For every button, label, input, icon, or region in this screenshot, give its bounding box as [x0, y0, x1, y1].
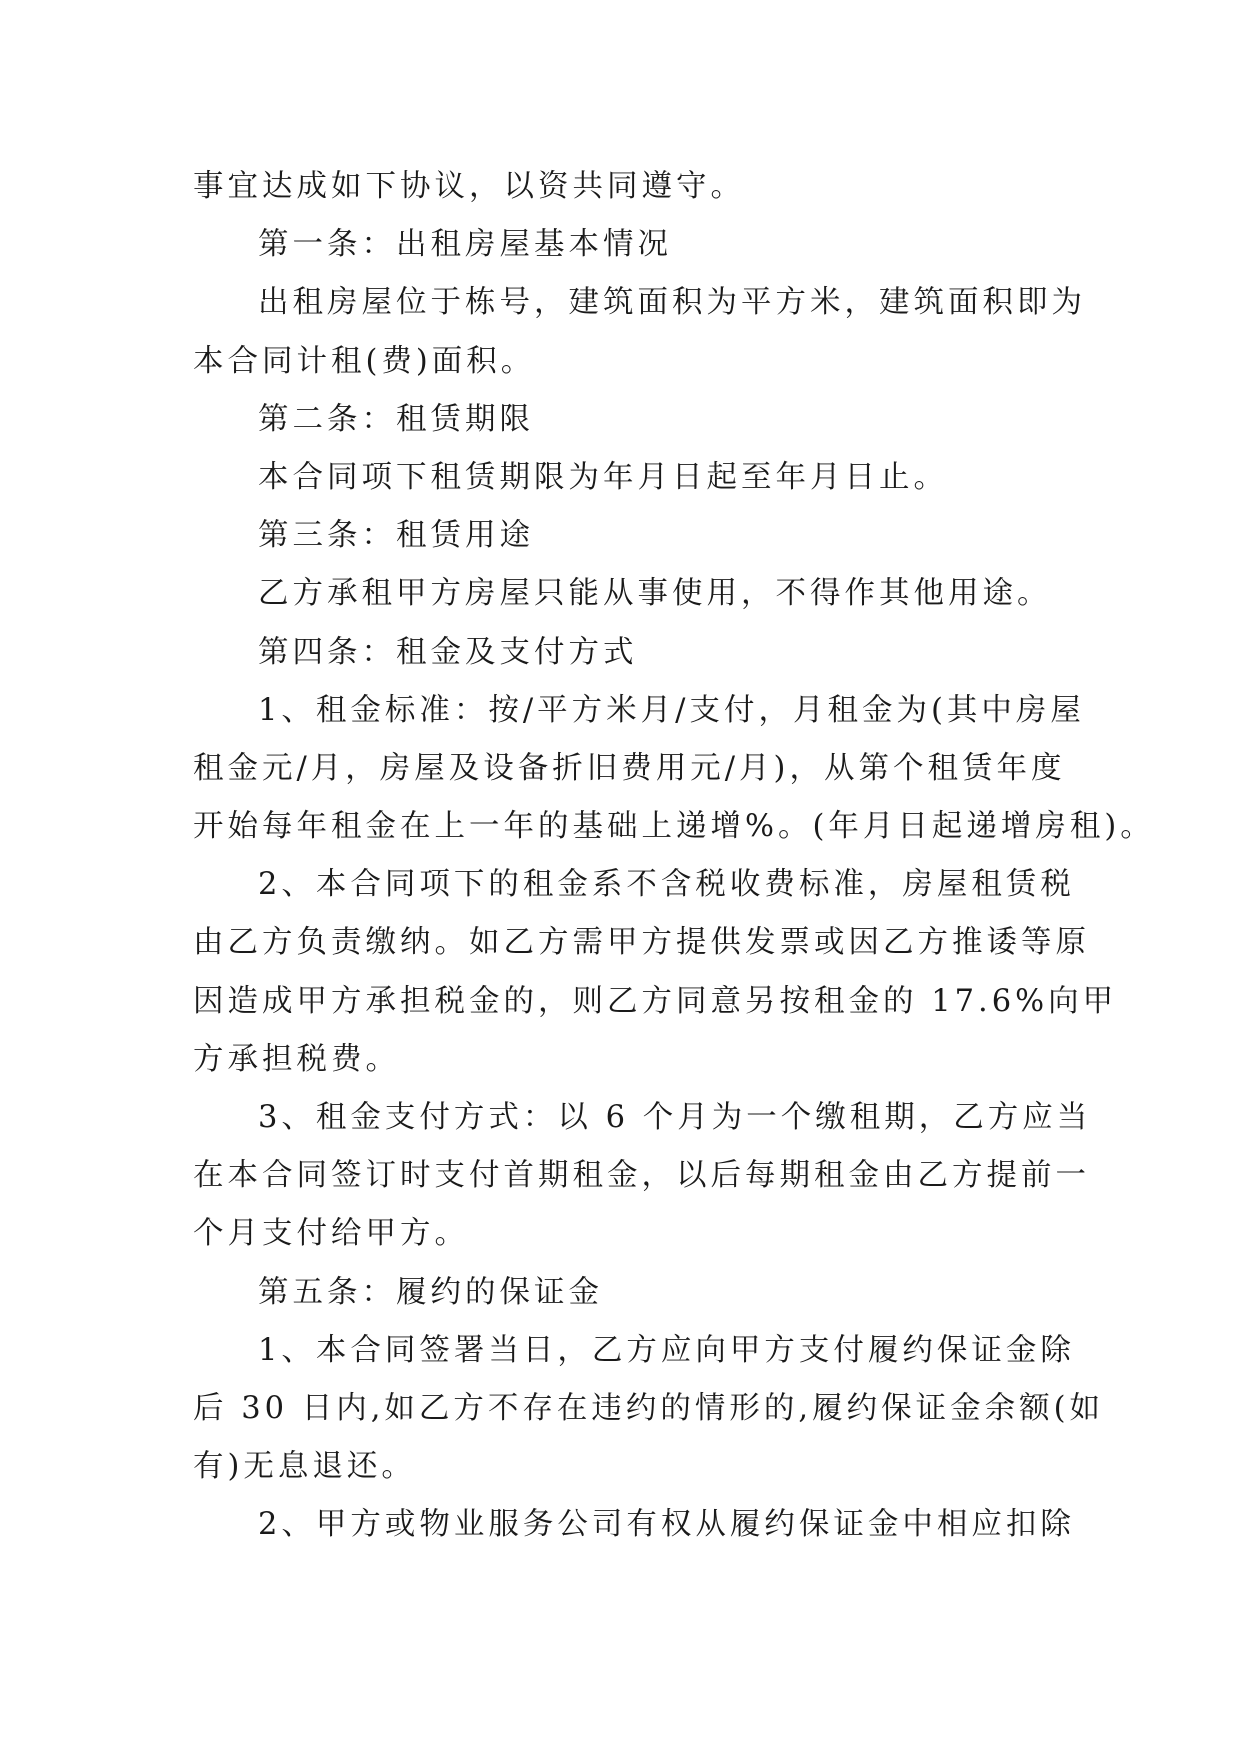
paragraph-line: 乙方承租甲方房屋只能从事使用，不得作其他用途。 — [258, 576, 1052, 612]
section-heading: 第五条：履约的保证金 — [258, 1274, 603, 1310]
paragraph-line: 由乙方负责缴纳。如乙方需甲方提供发票或因乙方推诿等原 — [193, 925, 1090, 961]
paragraph-line: 1、租金标准：按/平方米月/支付，月租金为(其中房屋 — [258, 692, 1085, 728]
paragraph-line: 租金元/月，房屋及设备折旧费用元/月)，从第个租赁年度 — [193, 750, 1066, 786]
paragraph-line: 本合同项下租赁期限为年月日起至年月日止。 — [258, 459, 948, 495]
section-heading: 第四条：租金及支付方式 — [258, 634, 638, 670]
paragraph-line: 2、甲方或物业服务公司有权从履约保证金中相应扣除 — [258, 1507, 1075, 1543]
document-body — [193, 158, 1155, 1555]
paragraph-line: 因造成甲方承担税金的，则乙方同意另按租金的 17.6%向甲 — [193, 983, 1118, 1019]
paragraph-line: 出租房屋位于栋号，建筑面积为平方米，建筑面积即为 — [258, 285, 1086, 321]
paragraph-line: 本合同计租(费)面积。 — [193, 343, 536, 379]
paragraph-line: 后 30 日内,如乙方不存在违约的情形的,履约保证金余额(如 — [193, 1390, 1104, 1426]
section-heading: 第三条：租赁用途 — [258, 518, 534, 554]
paragraph-line: 开始每年租金在上一年的基础上递增%。(年月日起递增房租)。 — [193, 809, 1155, 845]
section-heading: 第二条：租赁期限 — [258, 401, 534, 437]
paragraph-line: 2、本合同项下的租金系不含税收费标准，房屋租赁税 — [258, 867, 1075, 903]
paragraph-line: 个月支付给甲方。 — [193, 1216, 469, 1252]
paragraph-line: 3、租金支付方式：以 6 个月为一个缴租期，乙方应当 — [258, 1100, 1092, 1135]
paragraph-line: 事宜达成如下协议，以资共同遵守。 — [193, 169, 745, 204]
paragraph-line: 方承担税费。 — [193, 1041, 400, 1077]
paragraph-line: 有)无息退还。 — [193, 1449, 416, 1485]
paragraph-line: 1、本合同签署当日，乙方应向甲方支付履约保证金除 — [258, 1332, 1075, 1368]
paragraph-line: 在本合同签订时支付首期租金，以后每期租金由乙方提前一 — [193, 1158, 1090, 1194]
section-heading: 第一条：出租房屋基本情况 — [258, 227, 672, 263]
